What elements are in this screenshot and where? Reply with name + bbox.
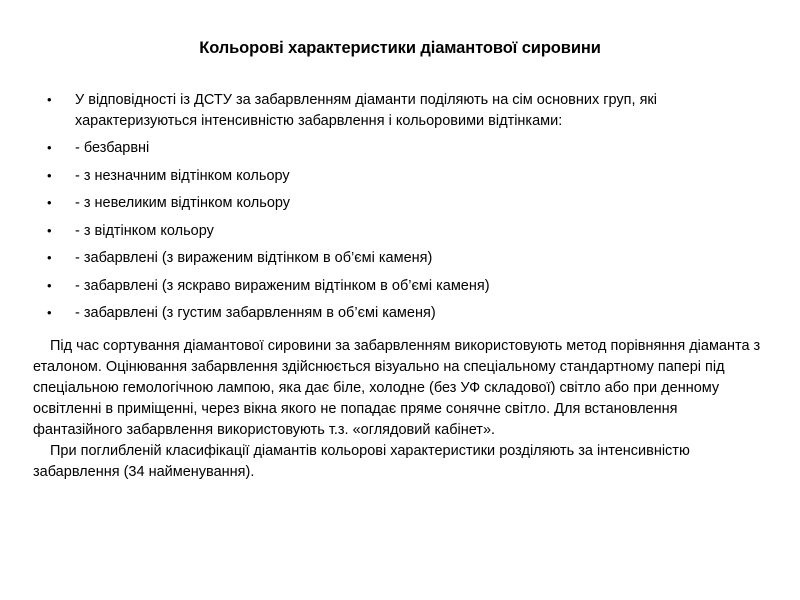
list-item-label: - забарвлені (з густим забарвленням в об’ємі каменя): [75, 305, 436, 321]
body-text-block: [33, 336, 762, 483]
bullet-list: [44, 90, 756, 331]
bullet-point-icon: •: [47, 222, 52, 238]
body-paragraph: Під час сортування діамантової сировини за забарвленням використовують метод порівняння діаманта з еталоном. Оцінювання забарвлення здійснюється візуально на спеціальному стандартному папері під спеціальною гемологічною лампою, яка дає біле, холодне (без УФ складової) світло або при денному освітленні в приміщенні, через вікна якого не попадає пряме сонячне світло. Для встановлення фантазійного забарвлення використовують т.з. «оглядовий кабінет».: [33, 338, 761, 438]
list-item-label: - забарвлені (з вираженим відтінком в об’ємі каменя): [75, 250, 433, 266]
bullet-point-icon: •: [47, 167, 52, 183]
list-item-label: - з незначним відтінком кольору: [75, 167, 290, 184]
body-paragraph: При поглибленій класифікації діамантів кольорові характеристики розділяють за інтенсивністю забарвлення (34 найменування).: [33, 443, 690, 480]
bullet-point-icon: •: [47, 277, 52, 293]
list-item-label: - з відтінком кольору: [75, 222, 214, 239]
bullet-point-icon: •: [47, 305, 52, 320]
bullet-point-icon: •: [47, 250, 52, 265]
bullet-point-icon: •: [47, 140, 52, 155]
list-item: [44, 221, 756, 242]
list-item-label: У відповідності із ДСТУ за забарвленням діаманти поділяють на сім основних груп, які характеризуються інтенсивністю забарвлення і кольоровими відтінками:: [75, 92, 657, 129]
bullet-point-icon: •: [47, 195, 52, 210]
bullet-point-icon: •: [47, 92, 52, 107]
page-title: Кольорові характеристики діамантової сировини: [199, 39, 601, 57]
list-item: [44, 90, 756, 131]
list-item-label: - забарвлені (з яскраво вираженим відтінком в об’ємі каменя): [75, 277, 490, 294]
list-item: [44, 138, 756, 159]
list-item-label: - з невеликим відтінком кольору: [75, 195, 291, 211]
list-item: [44, 276, 756, 297]
list-item: [44, 248, 756, 269]
list-item-label: - безбарвні: [75, 140, 150, 156]
list-item: [44, 193, 756, 214]
list-item: [44, 303, 756, 324]
list-item: [44, 166, 756, 187]
